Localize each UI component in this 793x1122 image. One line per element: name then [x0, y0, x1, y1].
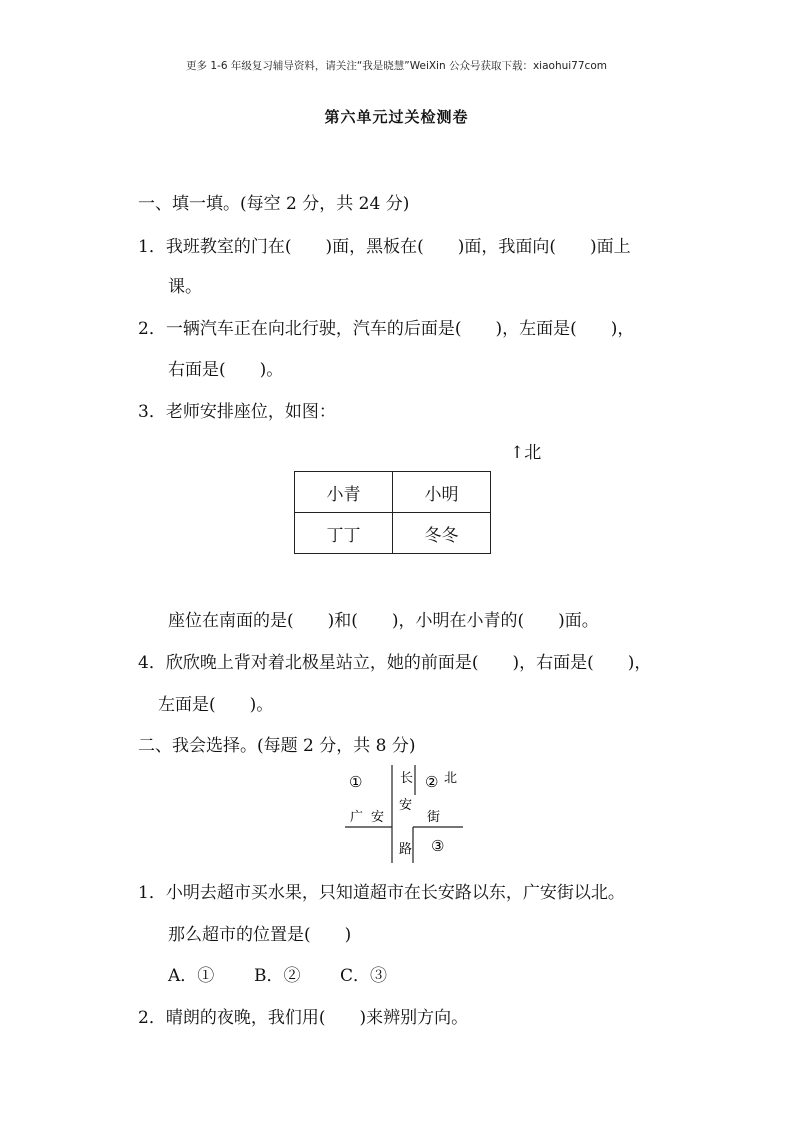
q3-line2: 座位在南面的是( )和( )，小明在小青的( )面。 — [168, 611, 599, 631]
map-label-bei: 北 — [444, 771, 458, 786]
option-c: C．③ — [340, 966, 388, 986]
seat-cell: 冬冬 — [393, 513, 491, 554]
s2-q1-line1: 1．小明去超市买水果，只知道超市在长安路以东，广安街以北。 — [138, 883, 625, 903]
map-label-2: ② — [425, 773, 439, 791]
option-a: A．① — [168, 966, 215, 986]
map-label-guang: 广 — [350, 810, 364, 825]
table-row — [295, 472, 491, 513]
seating-table — [294, 471, 491, 554]
section2-heading: 二、我会选择。(每题 2 分，共 8 分) — [138, 736, 416, 756]
q4-line1: 4．欣欣晚上背对着北极星站立，她的前面是( )，右面是( )， — [138, 653, 652, 673]
map-label-jie: 街 — [427, 810, 441, 825]
q2-line1: 2．一辆汽车正在向北行驶，汽车的后面是( )，左面是( )， — [138, 319, 635, 339]
page-title: 第六单元过关检测卷 — [324, 108, 469, 126]
q1-line2: 课。 — [168, 277, 202, 297]
map-label-an2: 安 — [371, 810, 385, 825]
table-row — [295, 513, 491, 554]
map-label-1: ① — [349, 773, 363, 791]
map-label-lu: 路 — [399, 842, 413, 857]
s2-q1-line2: 那么超市的位置是( ) — [168, 925, 352, 945]
map-label-chang: 长 — [400, 771, 414, 786]
option-b: B．② — [254, 966, 301, 986]
page-header: 更多 1-6 年级复习辅导资料，请关注“我是晓慧”WeiXin 公众号获取下载：xiaohui77com — [186, 60, 607, 72]
map-label-3: ③ — [431, 837, 445, 855]
q2-line2: 右面是( )。 — [168, 360, 284, 380]
s2-q2-line1: 2．晴朗的夜晚，我们用( )来辨别方向。 — [138, 1008, 469, 1028]
q1-line1: 1．我班教室的门在( )面，黑板在( )面，我面向( )面上 — [138, 237, 631, 257]
north-indicator: ↑北 — [510, 443, 542, 463]
seat-cell: 小青 — [295, 472, 393, 513]
q3-line1: 3．老师安排座位，如图： — [138, 402, 336, 422]
map-label-an1: 安 — [399, 798, 413, 813]
street-map — [345, 765, 465, 865]
q4-line2: 左面是( )。 — [158, 695, 274, 715]
section1-heading: 一、填一填。(每空 2 分，共 24 分) — [138, 194, 410, 214]
seat-cell: 小明 — [393, 472, 491, 513]
seat-cell: 丁丁 — [295, 513, 393, 554]
